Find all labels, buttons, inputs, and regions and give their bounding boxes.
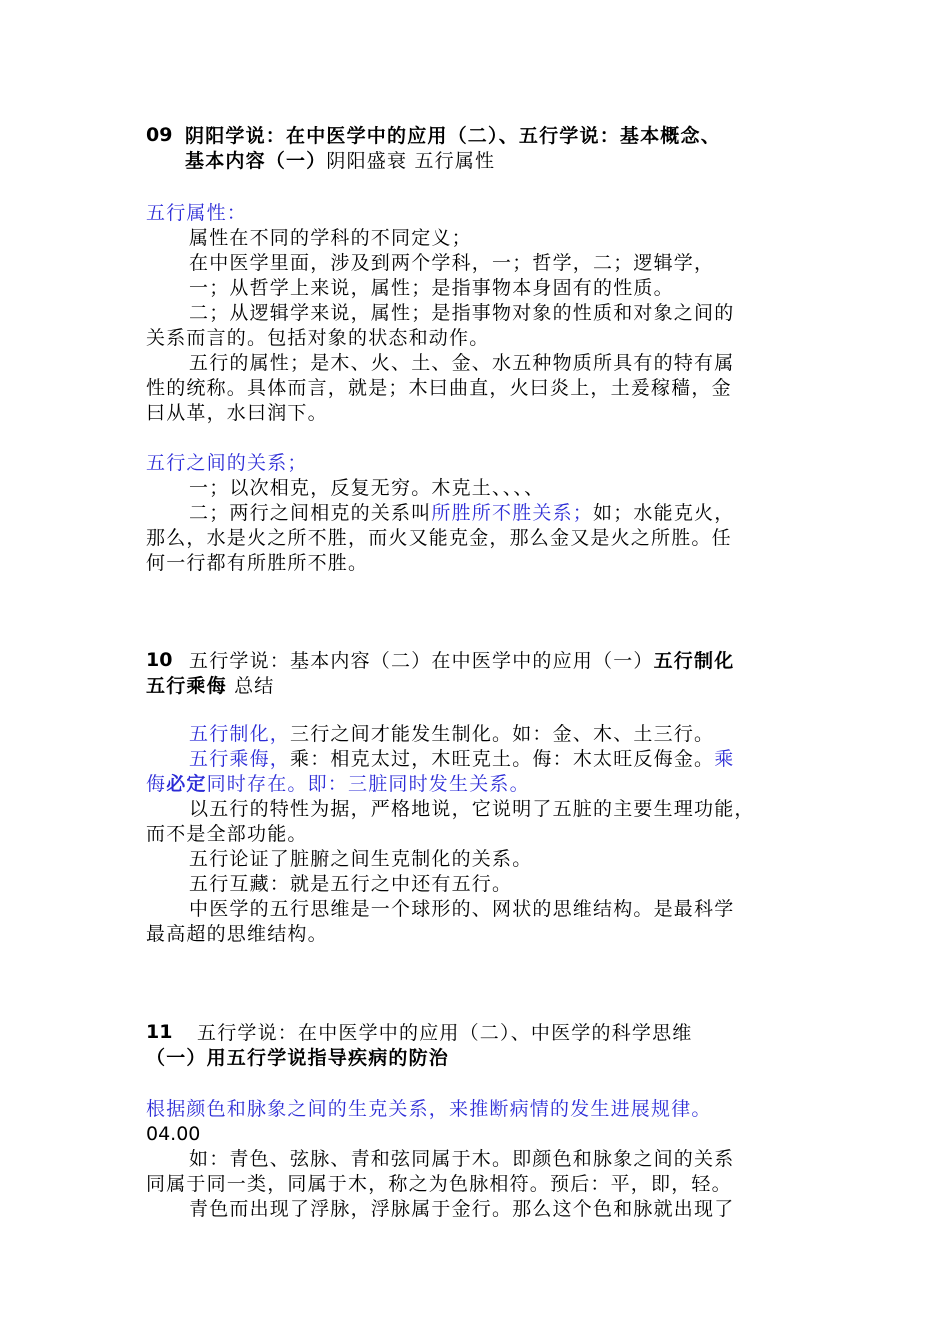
highlight-text: 五行制化，	[189, 723, 291, 745]
section-11-title-line-1: 五行学说：在中医学中的应用（二）、中医学的科学思维	[197, 1022, 693, 1044]
paragraph: 一；从哲学上来说，属性；是指事物本身固有的性质。	[189, 277, 674, 299]
paragraph: 中医学的五行思维是一个球形的、网状的思维结构。是最科学	[189, 898, 735, 920]
paragraph: 在中医学里面，涉及到两个学科，一；哲学，二；逻辑学，	[189, 252, 715, 274]
paragraph: 一；以次相克，反复无穷。木克土、、、、	[189, 477, 545, 499]
section-11-title-line-2: （一）用五行学说指导疾病的防治	[146, 1047, 450, 1069]
paragraph: 如：青色、弦脉、青和弦同属于木。即颜色和脉象之间的关系	[189, 1148, 735, 1170]
paragraph-continuation: 性的统称。具体而言，就是；木曰曲直，火曰炎上，土爰稼穑，金	[146, 377, 732, 399]
highlight-text: 五行乘侮，	[189, 748, 291, 770]
highlight-text: 同时存在。即：三脏同时发生关系。	[206, 773, 530, 795]
paragraph-continuation	[146, 772, 530, 797]
paragraph-continuation: 而不是全部功能。	[146, 823, 308, 845]
paragraph	[189, 747, 734, 772]
paragraph	[189, 501, 734, 526]
section-10-number: 10	[146, 649, 173, 671]
text: 三行之间才能发生制化。如：金、木、土三行。	[290, 723, 715, 745]
paragraph: 二；从逻辑学来说，属性；是指事物对象的性质和对象之间的	[189, 302, 735, 324]
title-normal: 五行学说：基本内容（二）在中医学中的应用（一）	[189, 650, 654, 672]
paragraph-continuation: 同属于同一类，同属于木，称之为色脉相符。预后：平，即，轻。	[146, 1173, 732, 1195]
title-normal: 总结	[234, 675, 275, 697]
text: 如；水能克火，	[593, 502, 735, 524]
heading-wuxing-relations: 五行之间的关系；	[146, 452, 308, 474]
highlight-text: 所胜所不胜关系；	[431, 502, 594, 524]
highlight-text: 侮	[146, 773, 167, 795]
text: 乘：相克太过，木旺克土。侮：木太旺反侮金。	[290, 748, 715, 770]
title-bold: 五行乘侮	[146, 675, 227, 697]
paragraph: 以五行的特性为据，严格地说，它说明了五脏的主要生理功能，	[189, 798, 755, 820]
paragraph: 五行论证了脏腑之间生克制化的关系。	[189, 848, 533, 870]
section-10-title-line-2	[146, 674, 274, 699]
paragraph	[189, 722, 714, 747]
paragraph-continuation: 曰从革，水曰润下。	[146, 402, 328, 424]
text: 二；两行之间相克的关系叫	[189, 502, 432, 524]
highlight-text: 乘	[714, 748, 735, 770]
paragraph-continuation: 那么，水是火之所不胜，而火又能克金，那么金又是火之所胜。任	[146, 527, 732, 549]
title-bold: 五行制化	[653, 650, 735, 672]
paragraph-continuation: 何一行都有所胜所不胜。	[146, 552, 369, 574]
heading-wuxing-attributes: 五行属性：	[146, 202, 248, 224]
paragraph-continuation: 最高超的思维结构。	[146, 923, 328, 945]
paragraph-continuation: 关系而言的。包括对象的状态和动作。	[146, 327, 490, 349]
paragraph: 属性在不同的学科的不同定义；	[189, 227, 472, 249]
paragraph: 青色而出现了浮脉，浮脉属于金行。那么这个色和脉就出现了	[189, 1198, 735, 1220]
timestamp: 04.00	[146, 1123, 201, 1145]
bold-highlight-text: 必定	[166, 773, 207, 795]
section-09-title-line-2	[185, 149, 495, 174]
section-10-title-line-1	[189, 649, 734, 674]
paragraph: 五行互藏：就是五行之中还有五行。	[189, 873, 513, 895]
section-09-title-bold: 基本内容（一）	[185, 150, 327, 172]
paragraph: 五行的属性；是木、火、土、金、水五种物质所具有的特有属	[189, 352, 735, 374]
section-09-number: 09	[146, 124, 173, 146]
section-11-number: 11	[146, 1021, 173, 1043]
section-09-title-line-1: 阴阳学说：在中医学中的应用（二）、五行学说：基本概念、	[185, 125, 721, 147]
heading-color-pulse: 根据颜色和脉象之间的生克关系，来推断病情的发生进展规律。	[146, 1098, 712, 1120]
section-09-title-normal: 阴阳盛衰 五行属性	[326, 150, 496, 172]
